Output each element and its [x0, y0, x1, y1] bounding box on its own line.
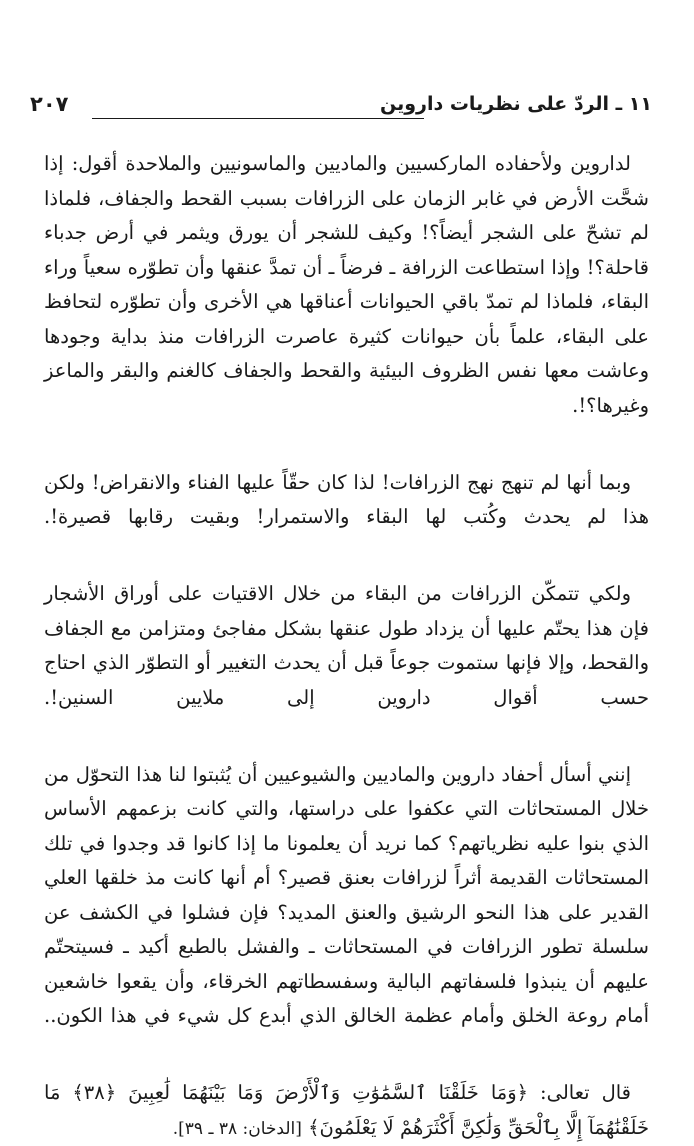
body-text: [44, 147, 649, 1146]
quote-verse: ﴿وَمَا خَلَقْنَا ٱلسَّمَٰوَٰتِ وَٱلْأَرْضَ وَمَا بَيْنَهُمَا لَٰعِبِينَ ﴿٣٨﴾ مَا خَلَقْنَٰهُمَآ إِلَّا بِٱلْحَقِّ وَلَٰكِنَّ أَكْثَرَهُمْ لَا يَعْلَمُونَ﴾: [44, 1081, 649, 1139]
header-rule: [92, 118, 424, 119]
running-header: [30, 92, 652, 122]
paragraph-4: إنني أسأل أحفاد داروين والماديين والشيوعيين أن يُثبتوا لنا هذا التحوّل من خلال المستحاثات التي عكفوا على دراستها، والتي كانت بزعمهم الأساس الذي بنوا عليه نظرياتهم؟ كما نريد أن يعلمونا ما إذا كانوا قد وجدوا في تلك المستحاثات القديمة أثراً لزرافات بعنق قصير؟ أم أنها كانت مذ خلقها العلي القدير على هذا النحو الرشيق والعنق المديد؟ فإن فشلوا في الكشف عن سلسلة تطور الزرافات في المستحاثات ـ والفشل بالطبع أكيد ـ فسيتحتّم عليهم أن ينبذوا فلسفاتهم البالية وسفسطاتهم الخرقاء، وأن يقعوا خاشعين أمام روعة الخلق وأمام عظمة الخالق الذي أبدع كل شيء في هذا الكون..: [44, 762, 649, 1027]
quote-reference: [الدخان: ٣٨ ـ ٣٩].: [172, 1118, 302, 1139]
quran-quote: [44, 1076, 649, 1146]
paragraph-2: وبما أنها لم تنهج نهج الزرافات! لذا كان حقّاً عليها الفناء والانقراض! ولكن هذا لم يحدث وكُتب لها البقاء والاستمرار! وبقيت رقابها قصيرة!.: [44, 470, 649, 528]
paragraph-3: ولكي تتمكّن الزرافات من البقاء من خلال الاقتيات على أوراق الأشجار فإن هذا يحتّم عليها أن يزداد طول عنقها بشكل مفاجئ ومتزامن مع الجفاف والقحط، وإلا فإنها ستموت جوعاً قبل أن يحدث التغيير أو التطوّر الذي احتاج حسب أقوال داروين إلى ملايين السنين!.: [44, 582, 649, 709]
paragraph-1: لداروين ولأحفاده الماركسيين والماديين والماسونيين والملاحدة أقول: إذا شحَّت الأرض في غابر الزمان على الزرافات بسبب القحط والجفاف، فلماذا لم تشحّ على الشجر أيضاً؟! وكيف للشجر أن يورق ويثمر في أرض جدباء قاحلة؟! وإذا استطاعت الزرافة ـ فرضاً ـ أن تمدَّ عنقها وأن تطوّره سعياً وراء البقاء، فلماذا لم تمدّ باقي الحيوانات أعناقها هي الأخرى وأن تطوّره لتحافظ على البقاء، علماً بأن حيوانات كثيرة عاصرت الزرافات منذ بداية وجودها وعاشت معها نفس الظروف البيئية والقحط والجفاف كالغنم والبقر والماعز وغيرها؟!.: [44, 152, 649, 417]
quote-intro: قال تعالى:: [540, 1081, 631, 1104]
chapter-title: ١١ ـ الردّ على نظريات داروين: [379, 93, 652, 115]
page-number: ٢٠٧: [30, 92, 69, 116]
